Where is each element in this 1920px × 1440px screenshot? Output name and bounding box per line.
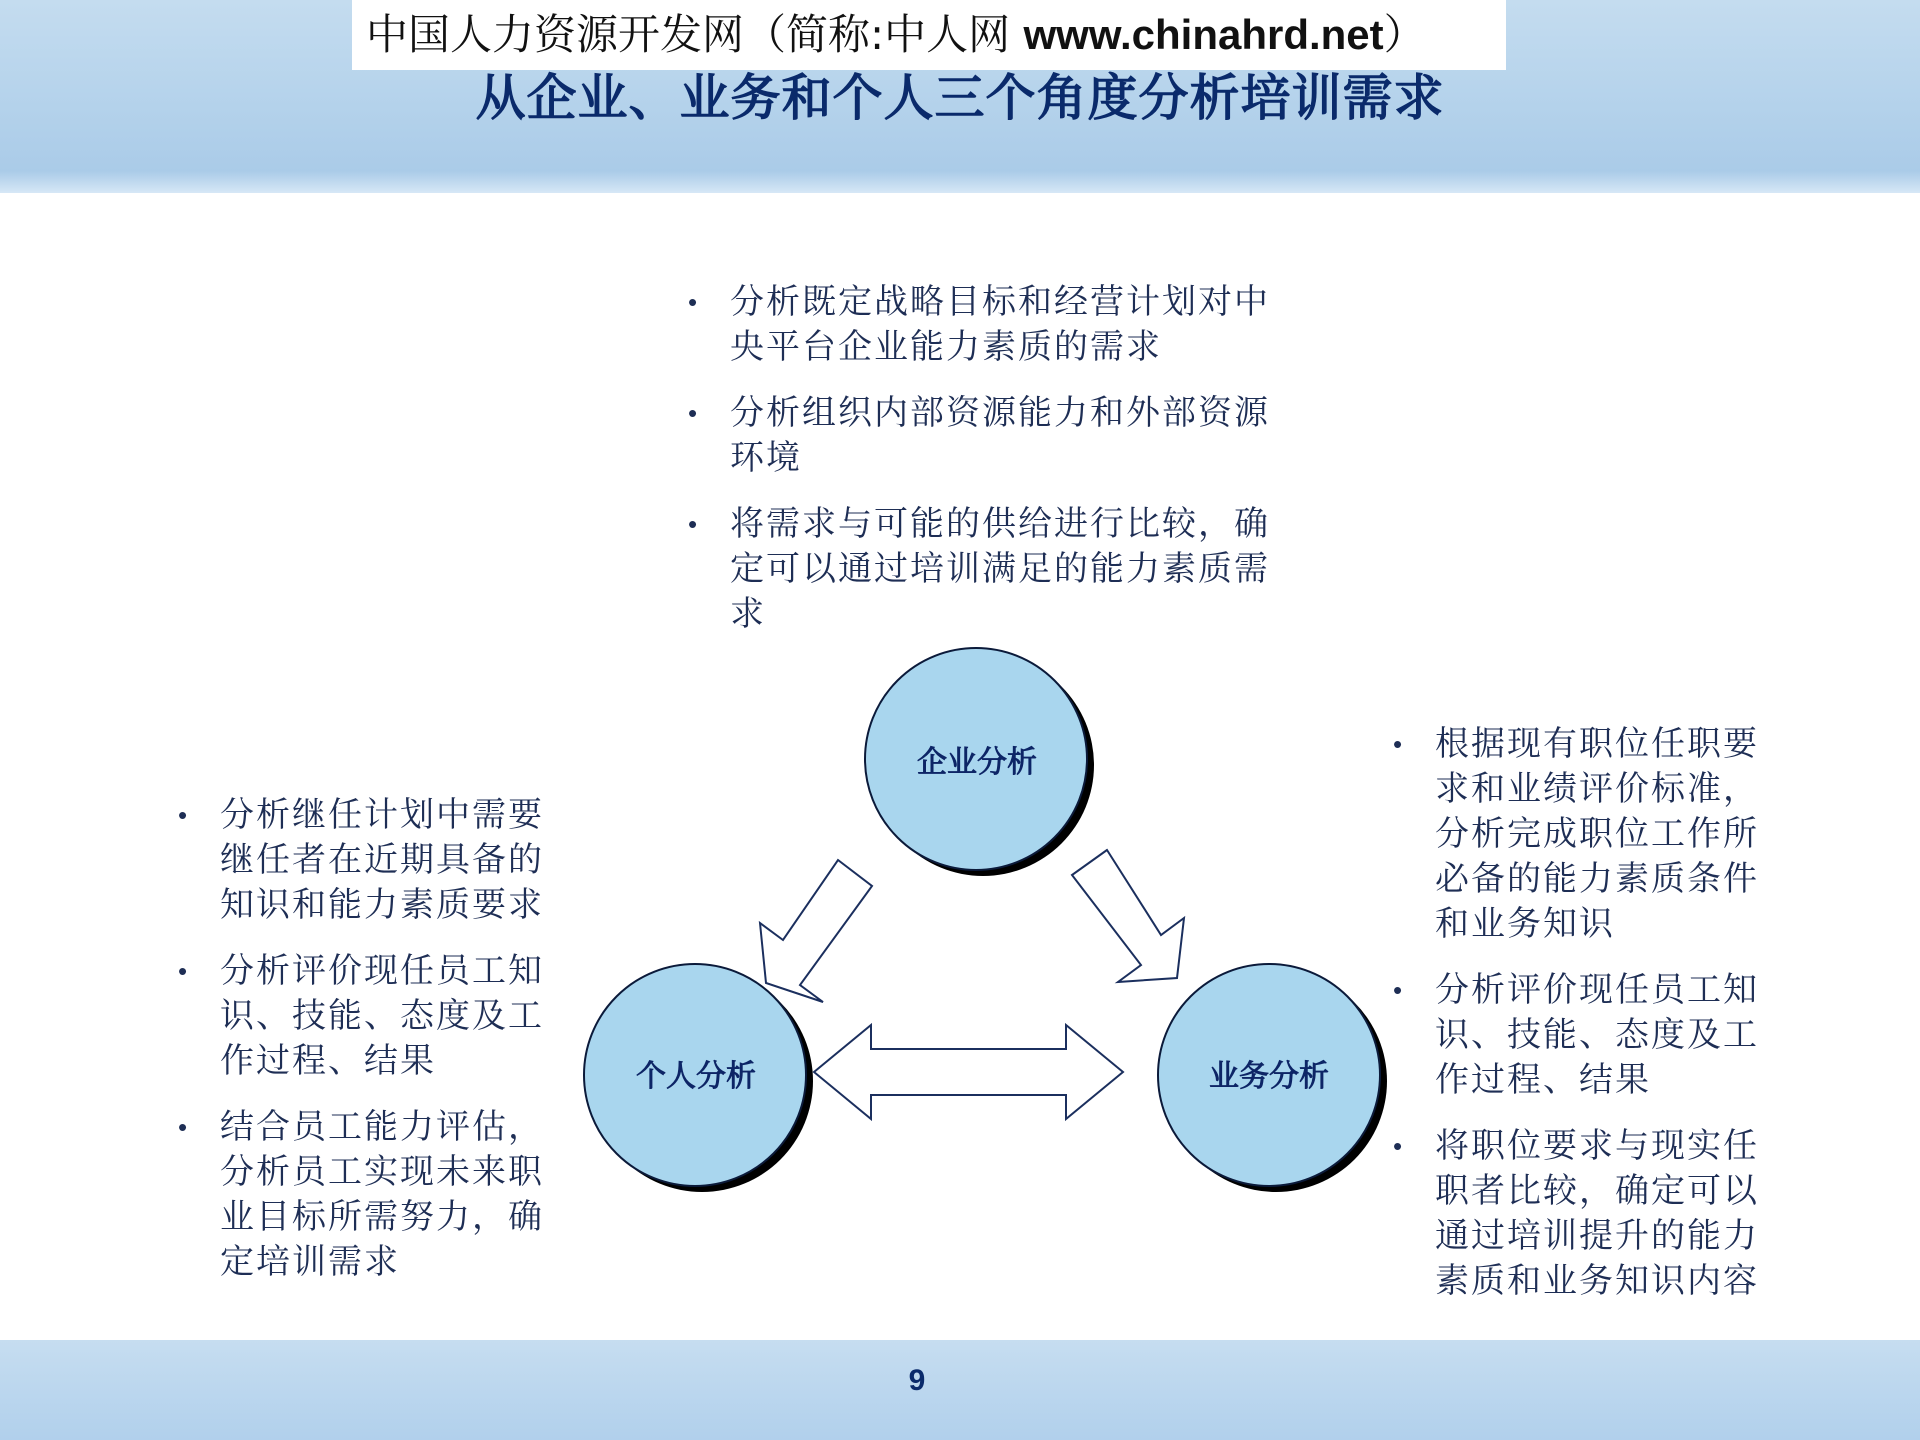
enterprise-node-label: 企业分析 [917,745,1037,780]
list-item: • 分析评价现任员工知识、技能、态度及工作过程、结果 [1393,968,1783,1103]
list-item: • 将职位要求与现实任职者比较，确定可以通过培训提升的能力素质和业务知识内容 [1393,1124,1783,1304]
business-node [1158,964,1387,1192]
watermark-close: ） [1383,10,1426,59]
arrow-down-left-icon [760,860,872,1002]
list-item: • 分析既定战略目标和经营计划对中央平台企业能力素质的需求 [688,280,1278,370]
watermark-text: 中国人力资源开发网（简称:中人网 [366,10,1024,59]
list-item: • 结合员工能力评估，分析员工实现未来职业目标所需努力，确定培训需求 [178,1105,568,1285]
individual-node-label: 个人分析 [636,1059,756,1094]
page-title: 从企业、业务和个人三个角度分析培训需求 [475,69,1445,127]
enterprise-node [865,648,1094,876]
watermark-site: www.chinahrd.net [1023,11,1384,58]
double-arrow-icon [814,1025,1123,1119]
list-item: • 分析组织内部资源能力和外部资源环境 [688,391,1278,481]
list-item: • 将需求与可能的供给进行比较，确定可以通过培训满足的能力素质需求 [688,502,1278,637]
list-item: • 根据现有职位任职要求和业绩评价标准，分析完成职位工作所必备的能力素质条件和业务知识 [1393,722,1783,947]
arrow-down-right-icon [1072,850,1184,982]
list-item: • 分析继任计划中需要继任者在近期具备的知识和能力素质要求 [178,793,568,928]
list-item: • 分析评价现任员工知识、技能、态度及工作过程、结果 [178,949,568,1084]
business-node-label: 业务分析 [1209,1059,1329,1094]
page-number: 9 [908,1364,926,1397]
individual-node [584,964,813,1192]
